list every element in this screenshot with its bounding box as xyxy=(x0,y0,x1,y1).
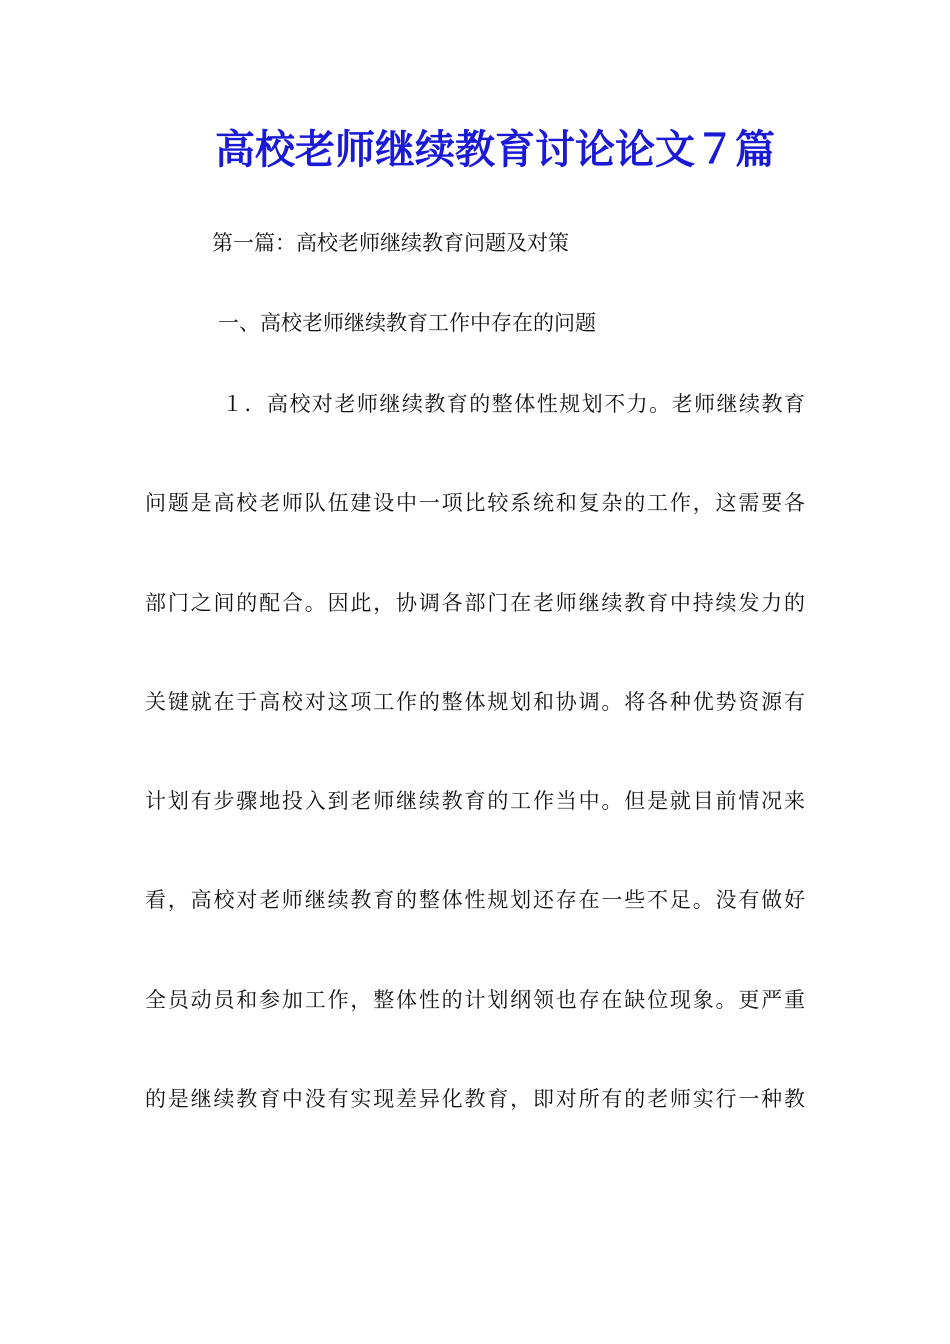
paragraph-line: 问题是高校老师队伍建设中一项比较系统和复杂的工作，这需要各 xyxy=(145,491,805,515)
document-title: 高校老师继续教育讨论论文７篇 xyxy=(215,126,775,173)
subheading: 一、高校老师继续教育工作中存在的问题 xyxy=(218,311,596,335)
paragraph-line: 关键就在于高校对这项工作的整体规划和协调。将各种优势资源有 xyxy=(145,690,805,714)
paragraph-line: 看，高校对老师继续教育的整体性规划还存在一些不足。没有做好 xyxy=(145,888,805,912)
paragraph-line: 的是继续教育中没有实现差异化教育，即对所有的老师实行一种教 xyxy=(145,1087,805,1111)
paragraph-line: 计划有步骤地投入到老师继续教育的工作当中。但是就目前情况来 xyxy=(145,789,805,813)
paragraph-line: 部门之间的配合。因此，协调各部门在老师继续教育中持续发力的 xyxy=(145,591,805,615)
section-heading: 第一篇：高校老师继续教育问题及对策 xyxy=(212,231,569,255)
paragraph-line: １．高校对老师继续教育的整体性规划不力。老师继续教育 xyxy=(222,392,805,416)
paragraph-line: 全员动员和参加工作，整体性的计划纲领也存在缺位现象。更严重 xyxy=(145,988,805,1012)
